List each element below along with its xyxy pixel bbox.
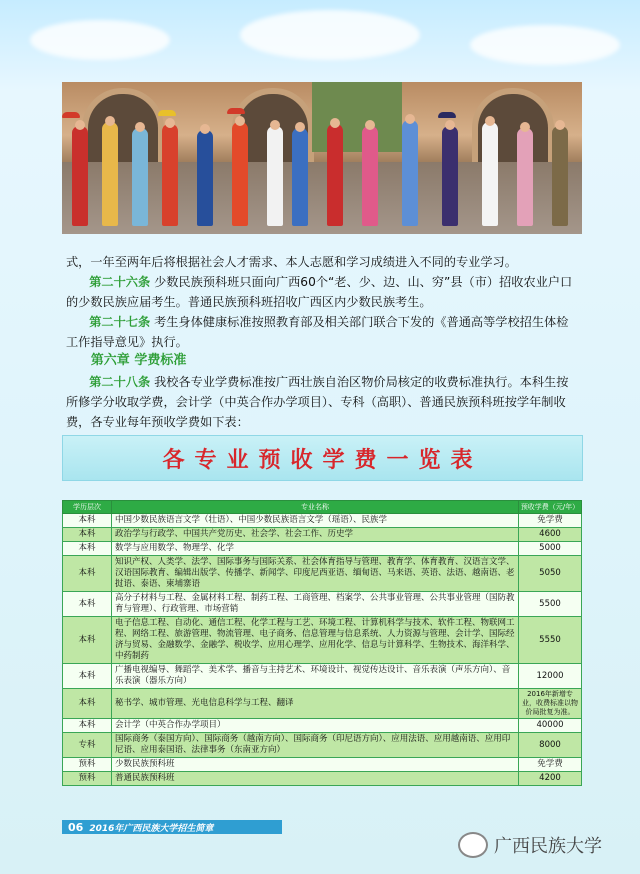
- cell-level: 预科: [63, 772, 112, 786]
- table-row: [63, 689, 582, 719]
- table-row: [63, 758, 582, 772]
- article-27-label: 第二十七条: [89, 315, 151, 329]
- cell-level: 预科: [63, 758, 112, 772]
- cell-level: 专科: [63, 733, 112, 758]
- table-row: [63, 772, 582, 786]
- table-row: [63, 617, 582, 664]
- cell-level: 本科: [63, 528, 112, 542]
- table-row: [63, 664, 582, 689]
- sky-background: [0, 0, 640, 90]
- cell-level: 本科: [63, 556, 112, 592]
- cell-level: 本科: [63, 514, 112, 528]
- table-row: [63, 592, 582, 617]
- article-28-label: 第二十八条: [89, 375, 151, 389]
- table-row: [63, 733, 582, 758]
- watermark-text: 广西民族大学: [494, 836, 602, 857]
- header-fee: 预收学费（元/年）: [519, 501, 582, 514]
- cell-fee: 5000: [519, 542, 582, 556]
- cell-majors: 会计学（中英合作办学项目）: [112, 719, 519, 733]
- cell-fee: 5050: [519, 556, 582, 592]
- cell-level: 本科: [63, 664, 112, 689]
- table-row: [63, 556, 582, 592]
- cell-majors: 高分子材料与工程、金属材料工程、制药工程、工商管理、档案学、公共事业管理、公共事业管理（国防教育与管理）、行政管理、市场营销: [112, 592, 519, 617]
- wechat-watermark: [458, 832, 602, 858]
- footer-title: 2016年广西民族大学招生简章: [89, 823, 214, 834]
- cell-majors: 数学与应用数学、物理学、化学: [112, 542, 519, 556]
- article-28: 第二十八条 我校各专业学费标准按广西壮族自治区物价局核定的收费标准执行。本科生按所修学分收取学费，会计学（中英合作办学项目）、专科（高职）、普通民族预科班按学年制收费，各专业每年预收学费如下表：: [66, 375, 569, 429]
- cell-majors: 少数民族预科班: [112, 758, 519, 772]
- cell-level: 本科: [63, 719, 112, 733]
- table-row: [63, 719, 582, 733]
- cell-fee: 4200: [519, 772, 582, 786]
- cell-majors: 电子信息工程、自动化、通信工程、化学工程与工艺、环境工程、计算机科学与技术、软件工程、物联网工程、网络工程、旅游管理、物流管理、电子商务、信息管理与信息系统、人力资源与管理、会计学、国际经济与贸易、金融数学、金融学、税收学、应用心理学、应用化学、信息与计算科学、生物技术、海洋科学、中药制药: [112, 617, 519, 664]
- header-majors: 专业名称: [112, 501, 519, 514]
- cell-fee: 5500: [519, 592, 582, 617]
- cell-fee: 40000: [519, 719, 582, 733]
- cell-majors: 广播电视编导、舞蹈学、美术学、播音与主持艺术、环境设计、视觉传达设计、音乐表演（声乐方向）、音乐表演（器乐方向）: [112, 664, 519, 689]
- table-row: [63, 528, 582, 542]
- cell-fee: 免学费: [519, 758, 582, 772]
- cell-majors: 政治学与行政学、中国共产党历史、社会学、社会工作、历史学: [112, 528, 519, 542]
- footer-bar: [62, 820, 282, 834]
- cell-majors: 普通民族预科班: [112, 772, 519, 786]
- cell-fee: 5550: [519, 617, 582, 664]
- cell-level: 本科: [63, 542, 112, 556]
- fee-table: [62, 500, 582, 786]
- article-26-label: 第二十六条: [89, 275, 151, 289]
- table-row: [63, 542, 582, 556]
- chapter-heading: 第六章 学费标准: [90, 353, 187, 368]
- cell-majors: 中国少数民族语言文学（壮语）、中国少数民族语言文学（瑶语）、民族学: [112, 514, 519, 528]
- cell-majors: 知识产权、人类学、法学、国际事务与国际关系、社会体育指导与管理、教育学、体育教育、汉语言文学、汉语国际教育、编辑出版学、传播学、新闻学、印度尼西亚语、缅甸语、马来语、英语、法语、越南语、老挝语、泰语、柬埔寨语: [112, 556, 519, 592]
- cell-fee: 免学费: [519, 514, 582, 528]
- cell-fee: 8000: [519, 733, 582, 758]
- cell-level: 本科: [63, 689, 112, 719]
- paragraph-continuation: 式，一年至两年后将根据社会人才需求、本人志愿和学习成绩进入不同的专业学习。: [66, 255, 517, 269]
- cell-fee: 2016年新增专业，收费标准以物价局批复为准。: [519, 689, 582, 719]
- article-27: 第二十七条 考生身体健康标准按照教育部及相关部门联合下发的《普通高等学校招生体检工作指导意见》执行。: [66, 315, 569, 349]
- ethnic-costume-parade-photo: [62, 82, 582, 234]
- fee-table-header: [63, 501, 582, 514]
- article-26: 第二十六条 少数民族预科班只面向广西60个“老、少、边、山、穷”县（市）招收农业户口的少数民族应届考生。普通民族预科班招收广西区内少数民族考生。: [66, 275, 573, 309]
- table-row: [63, 514, 582, 528]
- cell-level: 本科: [63, 592, 112, 617]
- cell-level: 本科: [63, 617, 112, 664]
- cell-majors: 国际商务（泰国方向）、国际商务（越南方向）、国际商务（印尼语方向）、应用法语、应用越南语、应用印尼语、应用泰国语、法律事务（东南亚方向）: [112, 733, 519, 758]
- cell-fee: 12000: [519, 664, 582, 689]
- wechat-icon: [458, 832, 488, 858]
- cell-majors: 秘书学、城市管理、光电信息科学与工程、翻译: [112, 689, 519, 719]
- fee-table-title: 各专业预收学费一览表: [162, 446, 483, 473]
- header-level: 学历层次: [63, 501, 112, 514]
- fee-table-banner: [62, 435, 583, 481]
- cell-fee: 4600: [519, 528, 582, 542]
- page-number: 06: [68, 820, 84, 834]
